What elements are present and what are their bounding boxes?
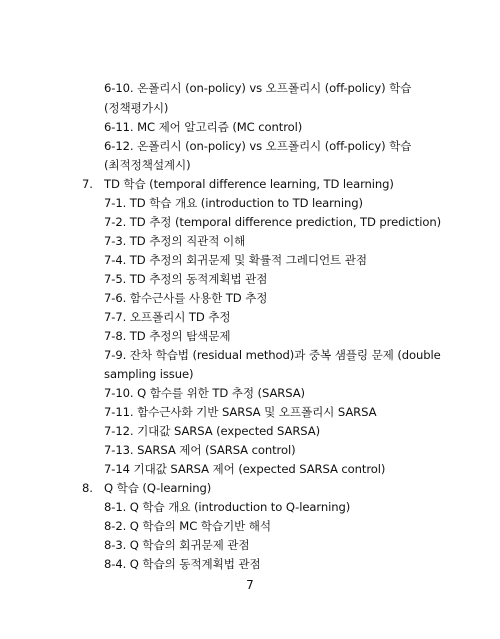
toc-entry-8-1: 8-1. Q 학습 개요 (introduction to Q-learning) — [104, 500, 351, 514]
toc-entry-7-3: 7-3. TD 추정의 직관적 이해 — [104, 234, 246, 248]
toc-entry-8-4: 8-4. Q 학습의 동적계획법 관점 — [104, 557, 261, 571]
toc-entry-6-10: 6-10. 온폴리시 (on-policy) vs 오프폴리시 (off-policy) 학습 — [104, 81, 412, 95]
chapter-7-number: 7. — [82, 177, 93, 191]
toc-entry-7-13: 7-13. SARSA 제어 (SARSA control) — [104, 443, 296, 457]
toc-entry-7-1: 7-1. TD 학습 개요 (introduction to TD learning) — [104, 196, 363, 210]
toc-entry-7-6: 7-6. 함수근사를 사용한 TD 추정 — [104, 291, 268, 305]
toc-entry-7-8: 7-8. TD 추정의 탐색문제 — [104, 329, 231, 343]
toc-entry-6-12: 6-12. 온폴리시 (on-policy) vs 오프폴리시 (off-policy) 학습 — [104, 139, 412, 153]
toc-entry-7-5: 7-5. TD 추정의 동적계획법 관점 — [104, 272, 268, 286]
toc-entry-6-11: 6-11. MC 제어 알고리즘 (MC control) — [104, 120, 303, 134]
chapter-7-title: TD 학습 (temporal difference learning, TD learning) — [104, 177, 394, 191]
toc-entry-7-12: 7-12. 기대값 SARSA (expected SARSA) — [104, 424, 321, 438]
chapter-8-number: 8. — [82, 481, 93, 495]
toc-entry-7-9: 7-9. 잔차 학습법 (residual method)과 중복 샘플링 문제 (double — [104, 348, 441, 362]
toc-entry-7-9-cont: sampling issue) — [104, 367, 194, 381]
toc-entry-7-14: 7-14 기대값 SARSA 제어 (expected SARSA control) — [104, 462, 386, 476]
chapter-8-title: Q 학습 (Q-learning) — [104, 481, 212, 495]
toc-entry-8-2: 8-2. Q 학습의 MC 학습기반 해석 — [104, 519, 271, 533]
toc-entry-7-7: 7-7. 오프폴리시 TD 추정 — [104, 310, 231, 324]
toc-entry-7-10: 7-10. Q 함수를 위한 TD 추정 (SARSA) — [104, 386, 305, 400]
toc-entry-7-11: 7-11. 함수근사화 기반 SARSA 및 오프폴리시 SARSA — [104, 405, 377, 419]
toc-entry-6-10-cont: (정책평가시) — [104, 101, 169, 115]
toc-entry-8-3: 8-3. Q 학습의 회귀문제 관점 — [104, 538, 250, 552]
toc-entry-7-2: 7-2. TD 추정 (temporal difference prediction, TD prediction) — [104, 215, 441, 229]
toc-entry-6-12-cont: (최적정책설계시) — [104, 158, 191, 172]
page-number: 7 — [246, 578, 254, 592]
toc-entry-7-4: 7-4. TD 추정의 회귀문제 및 확률적 그레디언트 관점 — [104, 253, 367, 267]
